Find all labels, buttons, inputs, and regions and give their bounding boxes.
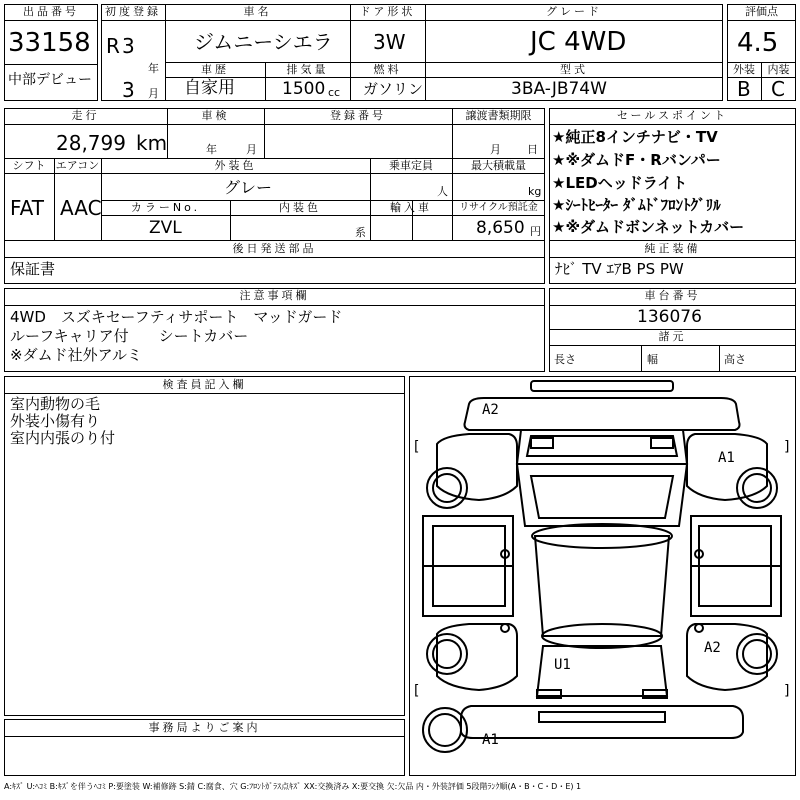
lot-no-label: 出品番号 [23,5,79,18]
year-unit: 年 [148,62,159,75]
intcolor-label: 内装色 [279,201,321,214]
color-label: 外装色 [214,159,257,172]
length-label: 長さ [554,353,576,366]
ext-score: B [737,77,751,101]
bracket-left-top: [ [414,439,420,455]
door-type: 3W [373,30,406,54]
bracket-right-bottom: ] [784,683,790,699]
fuel: ガソリン [363,80,424,98]
load-unit: kg [528,185,542,198]
model-code: 3BA-JB74W [511,79,607,99]
bracket-right-top: ] [784,439,790,455]
height-label: 高さ [724,353,746,366]
fuel-label: 燃料 [373,63,402,76]
damage-mark-a1-bottom: A1 [482,732,499,748]
inspector-line-1: 室内動物の毛 [10,395,101,413]
colorno-label: カラーNo. [130,201,201,214]
equip-label: 純正装備 [644,242,701,255]
era: R [106,34,120,58]
disp-unit: cc [328,86,341,99]
dims-label: 諸元 [658,330,687,343]
grade: JC 4WD [530,27,627,57]
damage-mark-a1-right: A1 [718,450,735,466]
score: 4.5 [737,28,779,58]
chassis-number: 136076 [637,307,702,327]
later-label: 後日発送部品 [232,242,317,255]
grade-label: グレード [546,5,602,18]
int-label: 内装 [767,63,790,76]
note-line-1: 4WD スズキセーフティサポート マッドガード [10,308,343,326]
damage-mark-u1: U1 [554,657,571,673]
mileage-label: 走行 [71,109,100,122]
inspector-line-2: 外装小傷有り [10,412,101,430]
sales-point-1: ★純正8インチナビ・TV [552,128,718,146]
history: 自家用 [184,78,235,98]
score-label: 評価点 [745,5,778,18]
inspector-line-3: 室内内張のり付 [10,429,116,447]
exterior-color: グレー [224,178,273,197]
recycle-unit: 円 [530,225,541,238]
notes-label: 注意事項欄 [239,289,310,302]
intcolor-unit: 系 [355,226,366,239]
int-score: C [771,77,785,101]
recycle-fee: 8,650 [476,218,525,238]
shift-label: シフト [12,159,46,172]
lot-no: 33158 [8,28,91,58]
car-diagram [409,376,796,776]
model-label: 型式 [560,63,588,76]
air-conditioner: AAC [60,196,102,220]
insp-year-unit: 年 [206,143,217,156]
disp-label: 排気量 [286,63,329,76]
shift: FAT [10,196,45,220]
sales-point-2: ★※ダムドF・Rバンパー [552,151,721,169]
mileage: 28,799 [56,131,126,155]
sales-point-3: ★LEDヘッドライト [552,174,688,192]
color-number: ZVL [149,218,182,238]
sales-point-5: ★※ダムドボンネットカバー [552,218,745,236]
reg-year: 3 [122,34,135,58]
import-label: 輸入車 [390,201,432,214]
width-label: 幅 [647,353,658,366]
car-name: ジムニーシエラ [194,30,333,54]
chassis-label: 車台番号 [644,289,701,302]
standard-equipment: ﾅﾋﾞ TV ｴｱB PS PW [555,260,684,278]
capacity-label: 乗車定員 [389,159,433,172]
mileage-unit: km [136,131,168,155]
month-unit: 月 [148,87,159,100]
regno-label: 登録番号 [330,109,386,122]
ext-label: 外装 [733,63,755,76]
note-line-3: ※ダムド社外アルミ [10,346,142,364]
displacement: 1500 [282,79,326,99]
transfer-day-unit: 日 [527,143,538,156]
inspection-label: 車検 [201,109,230,122]
later-parts: 保証書 [10,260,56,278]
bracket-left-bottom: [ [414,683,420,699]
sales-label: セールスポイント [616,109,728,122]
reg-label: 初度登録 [105,5,161,18]
damage-mark-a2-right: A2 [704,640,721,656]
insp-month-unit: 月 [246,143,257,156]
note-line-2: ルーフキャリア付 シートカバー [10,327,249,345]
capacity-unit: 人 [437,185,448,198]
load-label: 最大積載量 [471,159,526,172]
name-label: 車名 [243,5,272,18]
history-label: 車歴 [201,63,229,76]
sales-point-4: ★ｼｰﾄﾋｰﾀｰ ﾀﾞﾑﾄﾞﾌﾛﾝﾄｸﾞﾘﾙ [552,196,721,214]
reg-month: 3 [122,78,135,102]
office-label: 事務局よりご案内 [148,721,261,734]
legend-footer: A:ｷｽﾞ U:ﾍｺﾐ B:ｷｽﾞを伴うﾍｺﾐ P:要塗装 W:補修跡 S:錆 C:腐食、穴 G:ﾌﾛﾝﾄｶﾞﾗｽ点ｷｽﾞ XX:交換済み X:要交換 欠:欠品 内・外装評価 5段階ﾗﾝｸ順(A・B・C・D・E) 1 [4,782,582,791]
ac-label: エアコン [55,159,100,172]
transfer-label: 譲渡書類期限 [465,109,532,122]
recycle-label: リサイクル預託金 [459,202,538,213]
door-label: ドア形状 [359,5,416,18]
transfer-month-unit: 月 [490,143,501,156]
inspector-label: 検査員記入欄 [162,378,247,391]
debut-label: 中部デビュー [8,72,92,88]
damage-mark-a2-top: A2 [482,402,499,418]
